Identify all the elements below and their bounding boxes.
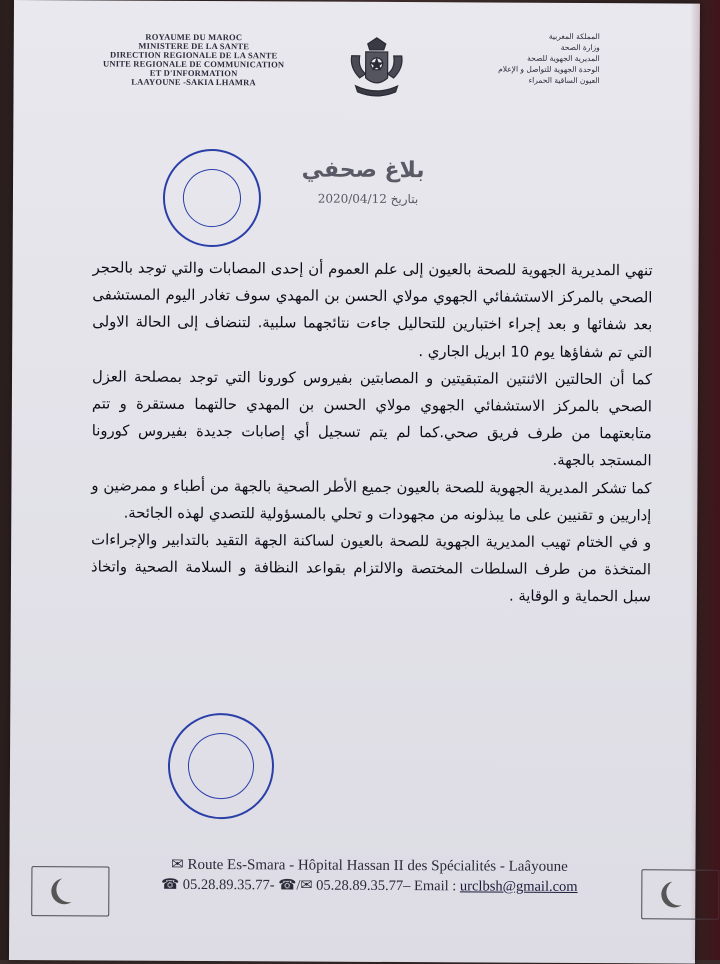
stamp-inner-ring [184, 729, 258, 803]
document-body [91, 254, 653, 611]
body-paragraph: تنهي المديرية الجهوية للصحة بالعيون إلى علم العموم أن إحدى المصابات والتي توجد بالحجر الصحي بالمركز الاستشفائي الجهوي مولاي الحسن بن المهدي سوف تغادر اليوم المستشفى بعد شفائها و بعد إجراء اختبارين للتحاليل جاءت نتائجهما سلبية. لتنضاف إلى الحالة الاولى التي تم شفاؤها يوم 10 ابريل الجاري . [92, 259, 653, 361]
fax-icon: ☎/✉ [278, 877, 317, 894]
header-fr-line: ET D'INFORMATION [149, 67, 238, 79]
document-footer [139, 855, 599, 897]
footer-phone: 05.28.89.35.77- [182, 876, 275, 894]
body-paragraph: و في الختام تهيب المديرية الجهوية للصحة بالعيون لساكنة الجهة التقيد بالتدابير والإجراءات المتخذة من طرف السلطات المختصة والالتزام بقواعد النظافة و السلامة الصحية واتخاذ سبل الحماية و الوقاية . [90, 531, 652, 606]
body-paragraph: كما تشكر المديرية الجهوية للصحة بالعيون جميع الأطر الصحية بالجهة من أطباء و ممرضين و إداريين و تقنيين على ما يبذلونه من مجهودات و تحلي بالمسؤولية للتصدي لهذه الجائحة. [91, 477, 652, 525]
footer-email-label: Email : [413, 878, 457, 895]
crescent-shape [56, 876, 82, 902]
document-title: بلاغ صحفي [301, 157, 425, 184]
header-fr-line: ROYAUME DU MAROC [145, 31, 243, 43]
stamp-inner-ring [178, 164, 247, 233]
footer-contact-line [139, 875, 599, 897]
header-ar-line: الوحدة الجهوية للتواصل و الإعلام [498, 64, 600, 75]
header-arabic [430, 30, 600, 86]
crescent-shape [666, 879, 692, 905]
header-fr-line: LAAYOUNE -SAKIA LHAMRA [131, 76, 256, 88]
header-fr-line: UNITE REGIONALE DE COMMUNICATION [103, 58, 285, 70]
body-paragraph: كما أن الحالتين الاثنتين المتبقيتين و المصابتين بفيروس كورونا التي توجد بمصلحة العزل الصحي بالمركز الاستشفائي الجهوي مولاي الحسن بن المهدي حالتهما مستقرة و تتم متابعتهما من طرف فريق صحي.كما لم يتم تسجيل أي إصابات جديدة بفيروس كورونا المستجد بالجهة. [91, 368, 653, 470]
header-ar-line: وزارة الصحة [560, 42, 600, 53]
stamp-seal [154, 140, 270, 256]
emblem-icon [343, 34, 409, 104]
footer-fax: 05.28.89.35.77– [316, 877, 411, 895]
footer-email-link[interactable]: urclbsh@gmail.com [459, 878, 578, 895]
header-fr-line: DIRECTION REGIONALE DE LA SANTE [110, 49, 278, 61]
header-ar-line: المديرية الجهوية للصحة [527, 53, 600, 64]
footer-address: Route Es-Smara - Hôpital Hassan II des Spécialités - Laâyoune [187, 856, 568, 875]
footer-address-line [139, 855, 599, 877]
header-fr-line: MINISTERE DE LA SANTE [138, 40, 250, 52]
document-date: بتاريخ 2020/04/12 [317, 191, 419, 207]
document-page [9, 0, 700, 964]
stamp-seal [161, 706, 280, 825]
header-french [74, 32, 314, 87]
header-ar-line: المملكة المغربية [548, 31, 600, 42]
phone-icon: ☎ [161, 876, 183, 893]
header-ar-line: العيون الساقية الحمراء [528, 75, 600, 86]
page-edge-shadow [690, 0, 720, 960]
crescent-logo-icon [31, 866, 109, 916]
envelope-icon: ✉ [171, 856, 188, 873]
